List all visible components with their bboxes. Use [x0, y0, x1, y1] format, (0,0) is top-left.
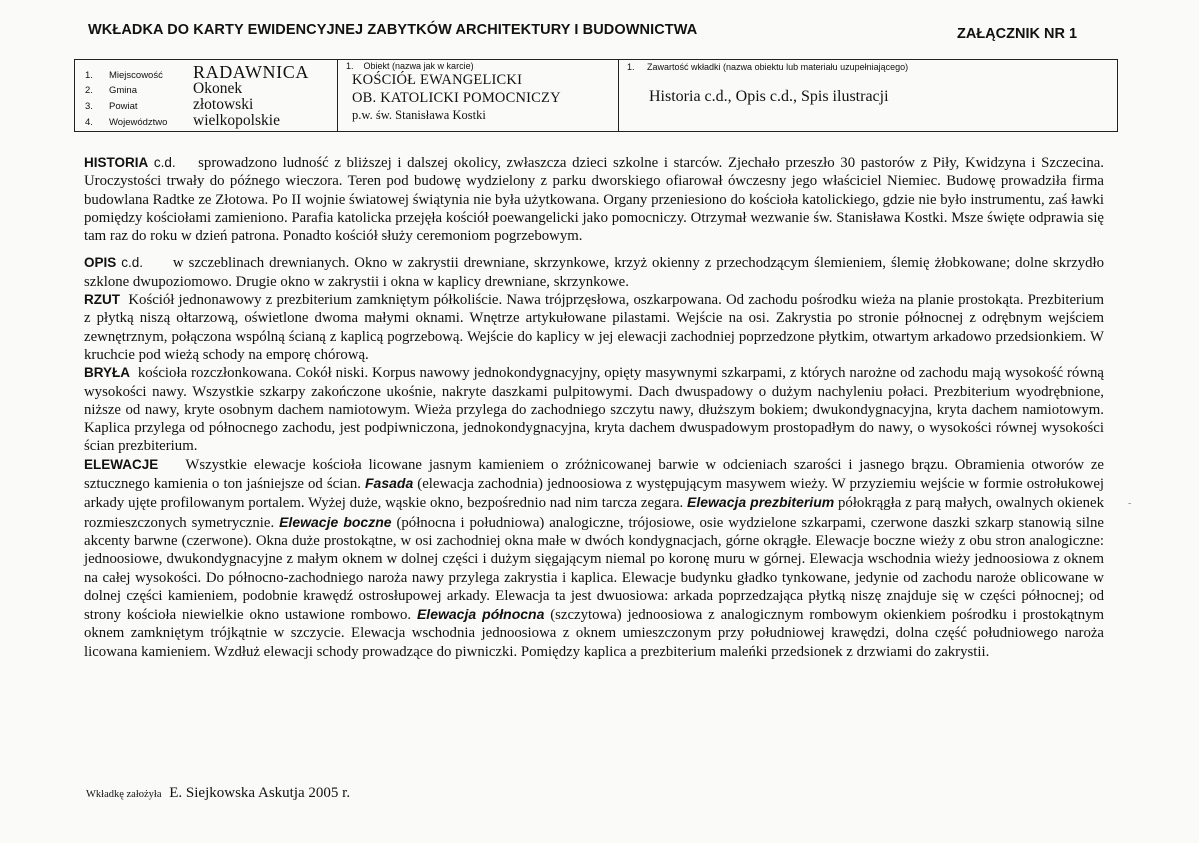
elewacja-prezbiterium-term: Elewacja prezbiterium: [687, 494, 835, 511]
object-label: Obiekt (nazwa jak w karcie): [363, 61, 474, 71]
location-label: Powiat: [109, 101, 138, 112]
bryla-text: kościoła rozczłonkowana. Cokół niski. Korpus nawowy jednokondygnacyjny, opięty masywnymi szkarpami, z których narożne od zachodu mają wysokość równą wysokości nawy. Wszystkie szkarpy zakończone ukośnie, nakryte daszkami pulpitowymi. Dach dwuspadowy o dużym nachyleniu połaci. Prezbiterium wyodrębnione, niższe od nawy, kryte osobnym dachem namiotowym. Wieża przylega do zachodniego szczytu nawy, dłuższym bokiem; dwukondygnacyjna, kryta dachem namiotowym. Kaplica przylega od północnego zachodu, jest podpiwniczona, jednokondygnacyjna, kryta dachem dwuspadowym prostopadłym do nawy, o wysokości równej wysokości ścian prezbiterium.: [84, 365, 1104, 455]
historia-cd: c.d.: [153, 155, 176, 170]
location-row-voivodeship: [85, 112, 280, 130]
contents-label: Zawartość wkładki (nazwa obiektu lub materiału uzupełniającego): [647, 62, 909, 72]
elewacja-polnocna-term: Elewacja północna: [416, 606, 545, 623]
object-name-line1: KOŚCIÓŁ EWANGELICKI: [352, 72, 523, 88]
object-label-row: [346, 61, 474, 71]
historia-text: sprowadzono ludność z bliższej i dalszej okolicy, zwłaszcza dzieci szkolne i starców. Zjechało przeszło 30 pastorów z Piły, Kwidzyna i Szczecina. Uroczystości trwały do późnego wieczora. Teren pod budowę wydzielony z parku dworskiego ofiarował ówczesny jego właściciel Niemiec. Budowę prowadziła firma budowlana Radtke ze Złotowa. Po II wojnie światowej świątynia nie była użytkowana. Organy przeniesiono do kościoła katolickiego, gdzie nie było instrumentu, zaś ławki pomiędzy kościołami zamieniono. Parafia katolicka przejęła kościół poewangelicki jako pomocniczy. Otrzymał wezwanie św. Stanisława Kostki. Msze święte odprawia się tam raz do roku w dzień patrona. Ponadto kościół służy ceremoniom pogrzebowym.: [84, 155, 1105, 245]
bryla-heading: BRYŁA: [84, 365, 130, 381]
object-number: 1.: [346, 61, 354, 71]
elewacje-text: (szczytowa) jednoosiowa z analogicznym rombowym okienkiem pośrodku i prostokątnym oknem zamkniętym trójkątnie w szczycie. Elewacja wschodnia jednoosiowa z oknem umieszczonym przy południowej krawędzi, dolna część południowego naroża licowana kamieniem. Wzdłuż elewacji schody prowadzące do piwniczki. Pomiędzy kaplica a prezbiterium maleńki przedsionek z drzwiami do zakrystii.: [84, 607, 1104, 660]
location-number: 3.: [85, 101, 93, 112]
document-title: WKŁADKA DO KARTY EWIDENCYJNEJ ZABYTKÓW ARCHITEKTURY I BUDOWNICTWA: [88, 22, 698, 38]
location-number: 2.: [85, 85, 93, 96]
rzut-heading: RZUT: [84, 292, 120, 308]
location-cell: [75, 60, 338, 132]
historia-heading: HISTORIA: [84, 155, 149, 170]
document-body: [84, 154, 1104, 661]
location-value: RADAWNICA: [193, 62, 309, 82]
location-label: Gmina: [109, 85, 137, 96]
object-name-line2: OB. KATOLICKI POMOCNICZY: [352, 90, 561, 106]
footer-label: Wkładkę założyła: [86, 789, 162, 800]
location-number: 4.: [85, 117, 93, 128]
location-value: Okonek: [193, 80, 243, 97]
elewacje-text: Wszystkie elewacje kościoła licowane jasnym kamieniem o zróżnicowanej barwie w odcieniach szarości i jasnego brązu. Obramienia otworów ze sztucznego kamienia o ton jaśniejsze od ścian.: [84, 456, 1105, 493]
location-value: złotowski: [193, 96, 254, 113]
object-cell: [338, 60, 619, 132]
contents-value: Historia c.d., Opis c.d., Spis ilustracji: [649, 88, 889, 105]
attachment-number: ZAŁĄCZNIK NR 1: [957, 26, 1078, 42]
contents-cell: [619, 60, 1118, 132]
elewacje-paragraph: [84, 456, 1104, 661]
info-table: [74, 59, 1118, 132]
bryla-paragraph: [84, 364, 1104, 455]
contents-label-row: [627, 62, 908, 72]
location-label: Województwo: [109, 117, 168, 128]
location-value: wielkopolskie: [193, 112, 280, 129]
contents-number: 1.: [627, 62, 635, 72]
opis-text: w szczeblinach drewnianych. Okno w zakrystii drewniane, skrzynkowe, krzyż okienny z przechodzącym ślemieniem, ślemię żłobkowane; dolne skrzydło szklone dwupoziomowo. Drugie okno w zakrystii i okna w kaplicy drewniane, skrzynkowe.: [84, 255, 1104, 290]
footer: [86, 785, 350, 802]
opis-cd: c.d.: [121, 255, 144, 271]
elewacje-heading: ELEWACJE: [84, 456, 159, 472]
elewacje-text: (północna i południowa) analogiczne, trójosiowe, osie wydzielone szkarpami, czerwone daszki szkarp stanowią silne akcenty barwne (czerwone). Okna duże prostokątne, w osi zachodniej okna małe w dwóch kondygnacjach, górne okrągłe. Elewacje boczne wieży z obu stron analogiczne: jednoosiowe, dwukondygnacyjne z małym oknem w dolnej części i dużym sięgającym niemal po koronę muru w górnej. Elewacja wschodnia wieży jednoosiowa z oknem na całej wysokości. Do północno-zachodniego naroża nawy przylega zakrystia i kaplica. Elewacje budynku gładko tynkowane, jedynie od zachodu naroże oblicowane w dolnej części kamieniem, podobnie krawędź ostrosłupowej arkady. Elewacja ta jest dwuosiowa: arkada poprzedzająca płytką niszę znajduje się w części północnej; od strony kościoła niewielkie okno ustawione rombowo.: [84, 514, 1104, 624]
opis-heading: OPIS: [84, 255, 117, 271]
footer-author: E. Siejkowska Askutja 2005 r.: [169, 785, 351, 801]
opis-paragraph: [84, 254, 1104, 291]
object-dedication: p.w. św. Stanisława Kostki: [352, 108, 486, 122]
location-number: 1.: [85, 70, 93, 81]
rzut-paragraph: [84, 291, 1104, 364]
historia-paragraph: [84, 154, 1104, 245]
elewacje-text: półokrągła z parą małych, owalnych okienek rozmieszczonych symetrycznie.: [84, 495, 1104, 531]
margin-mark: -: [1128, 498, 1132, 509]
elewacje-boczne-term: Elewacje boczne: [279, 513, 392, 530]
location-label: Miejscowość: [109, 70, 163, 81]
rzut-text: Kościół jednonawowy z prezbiterium zamkniętym półkoliście. Nawa trójprzęsłowa, oszkarpowana. Od zachodu pośrodku wieża na planie prostokąta. Prezbiterium z płytką niszą ołtarzową, oświetlone dwoma małymi oknami. Wnętrze artykułowane pilastami. Wejście na osi. Zakrystia po stronie północnej z odrębnym wejściem zewnętrznym, połączona wspólną ścianą z kaplicą pogrzebową. Wejście do kaplicy w jej elewacji zachodniej poprzedzone płytkim, otwartym arkadowo przedsionkiem. W kruchcie pod wieżą schody na emporę chórową.: [84, 292, 1104, 363]
elewacje-text: (elewacja zachodnia) jednoosiowa z występującym masywem wieży. W przyziemiu wejście w formie ostrołukowej arkady ujęte profilowanym portalem. Wyżej duże, wąskie okno, bezpośrednio nad nim tarcza zegara.: [84, 476, 1104, 512]
fasada-term: Fasada: [364, 475, 414, 492]
